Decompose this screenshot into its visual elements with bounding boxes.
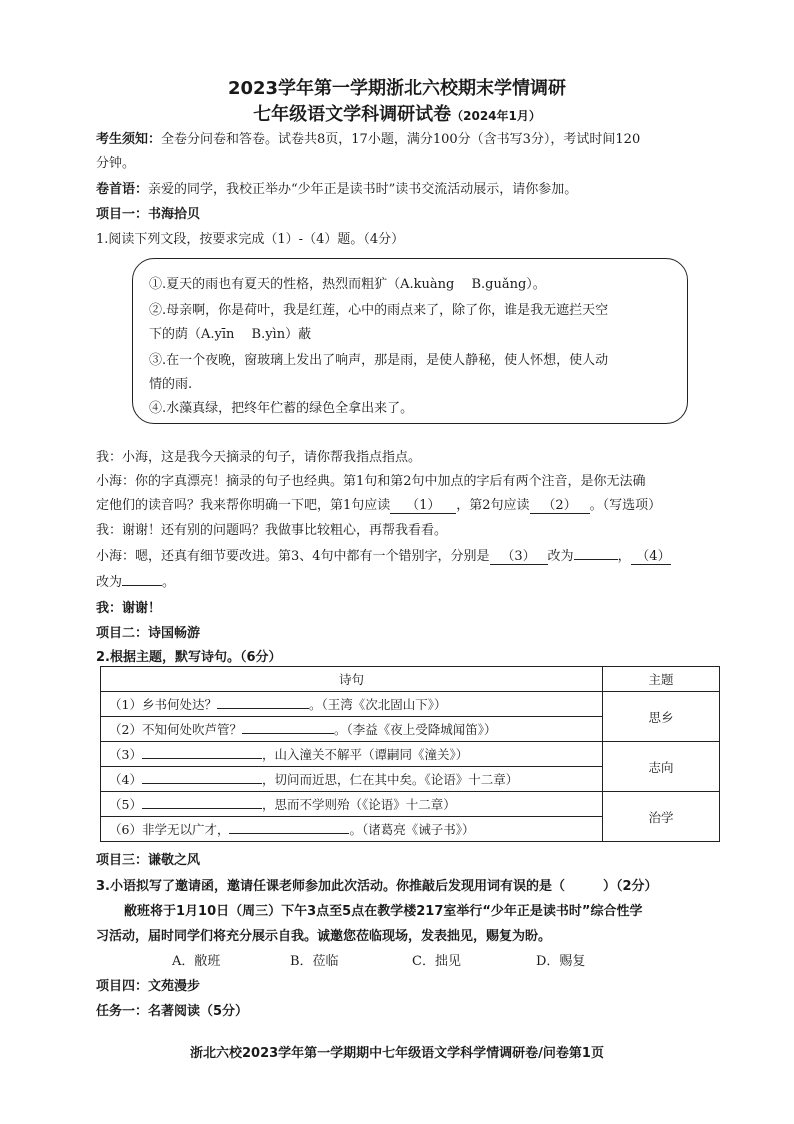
notice-text2: 分钟。 [96, 156, 136, 171]
answer-blank-3[interactable]: （3） [490, 545, 548, 565]
theme-cell: 志向 [603, 742, 720, 792]
table-row [101, 692, 720, 717]
dialog-line-5 [96, 545, 671, 565]
task1-heading: 任务一：名著阅读（5分） [96, 1004, 249, 1019]
poem-prefix: （4） [109, 772, 142, 787]
excerpt-line-6: ④.水藻真绿，把终年伫蓄的绿色全拿出来了。 [149, 401, 414, 416]
dialog-text: 改为 [547, 549, 574, 564]
table-header-poem: 诗句 [101, 667, 603, 692]
excerpt-box [132, 258, 688, 424]
poem-suffix: 。（李益《夜上受降城闻笛》） [333, 722, 497, 737]
poem-suffix: 。（王湾《次北固山下》） [308, 697, 447, 712]
answer-blank-3b[interactable] [574, 559, 618, 560]
excerpt-line-1: ①.夏天的雨也有夏天的性格，热烈而粗犷（A.kuàng B.guǎng）。 [149, 277, 546, 292]
dialog-line-7: 我：谢谢！ [96, 601, 162, 616]
invitation-line-1: 敝班将于1月10日（周三）下午3点至5点在教学楼217室举行“少年正是读书时”综合性学 [124, 904, 643, 919]
dialog-text: ，第2句应读 [456, 498, 530, 513]
poem-blank-1[interactable] [217, 708, 309, 709]
section3-heading: 项目三：谦敬之风 [96, 853, 201, 868]
poem-cell [101, 742, 603, 767]
answer-blank-4b[interactable] [122, 585, 162, 586]
dialog-line-3 [96, 494, 661, 514]
poem-prefix: （2）不知何处吹芦管？ [109, 722, 242, 737]
poem-cell [101, 767, 603, 792]
dialog-line-2: 小海：你的字真漂亮！摘录的句子也经典。第1句和第2句中加点的字后有两个注音，是你无法确 [96, 474, 646, 489]
poem-prefix: （1）乡书何处达？ [109, 697, 217, 712]
poem-table [100, 666, 720, 842]
exam-title-line2 [0, 100, 794, 126]
table-header-theme: 主题 [603, 667, 720, 692]
poem-suffix: ，切问而近思，仁在其中矣。《论语》十二章） [261, 772, 519, 787]
option-b[interactable]: B．莅临 [290, 954, 339, 969]
option-c[interactable]: C．拙见 [412, 954, 461, 969]
table-row [101, 792, 720, 817]
question3-options [172, 950, 585, 969]
section1-heading: 项目一：书海拾贝 [96, 207, 201, 222]
question2-stem: 2.根据主题，默写诗句。（6分） [96, 650, 282, 665]
section4-heading: 项目四：文苑漫步 [96, 979, 201, 994]
dialog-text: 定他们的读音吗？我来帮你明确一下吧，第1句应读 [96, 498, 391, 513]
answer-blank-4[interactable]: （4） [631, 545, 671, 565]
poem-cell [101, 717, 603, 742]
invitation-line-2: 习活动，届时同学们将充分展示自我。诚邀您莅临现场，发表拙见，赐复为盼。 [96, 929, 552, 944]
poem-cell [101, 792, 603, 817]
exam-date: （2024年1月） [451, 109, 541, 123]
poem-blank-3[interactable] [142, 758, 262, 759]
poem-blank-6[interactable] [229, 833, 349, 834]
notice-text1: 全卷分问卷和答卷。试卷共8页，17小题，满分100分（含书写3分），考试时间120 [161, 132, 641, 147]
poem-prefix: （5） [109, 797, 142, 812]
excerpt-line-2: ②.母亲啊，你是荷叶，我是红莲，心中的雨点来了，除了你，谁是我无遮拦天空 [149, 303, 609, 318]
poem-blank-2[interactable] [242, 733, 334, 734]
preface-line [96, 178, 577, 197]
dialog-text: 小海：嗯，还真有细节要改进。第3、4句中都有一个错别字，分别是 [96, 549, 490, 564]
preface-label: 卷首语： [96, 182, 149, 197]
question3-text: 3.小语拟写了邀请函，邀请任课老师参加此次活动。你推敲后发现用词有误的是（ [96, 879, 565, 894]
notice-label: 考生须知： [96, 132, 162, 147]
poem-suffix: ，山入潼关不解平（谭嗣同《潼关》） [261, 747, 469, 762]
dialog-line-1: 我：小海，这是我今天摘录的句子，请你帮我指点指点。 [96, 450, 422, 465]
dialog-line-4: 我：谢谢！还有别的问题吗？我做事比较粗心，再帮我看看。 [96, 523, 448, 538]
answer-blank-1[interactable]: （1） [390, 494, 456, 514]
section2-heading: 项目二：诗国畅游 [96, 626, 201, 641]
poem-prefix: （3） [109, 747, 142, 762]
answer-blank-2[interactable]: （2） [530, 494, 590, 514]
question1-stem: 1.阅读下列文段，按要求完成（1）-（4）题。（4分） [96, 232, 405, 247]
dialog-text: 改为 [96, 575, 123, 590]
excerpt-line-4: ③.在一个夜晚，窗玻璃上发出了响声，那是雨，是使人静秘，使人怀想，使人动 [149, 353, 609, 368]
exam-subject-title: 七年级语文学科调研试卷 [253, 104, 452, 125]
page-footer: 浙北六校2023学年第一学期期中七年级语文学科学情调研卷/问卷第1页 [190, 1046, 604, 1061]
option-d[interactable]: D．赐复 [536, 954, 586, 969]
theme-cell: 治学 [603, 792, 720, 842]
poem-prefix: （6）非学无以广才， [109, 822, 230, 837]
poem-blank-5[interactable] [142, 808, 262, 809]
table-header-row [101, 667, 720, 692]
exam-title-line1: 2023学年第一学期浙北六校期末学情调研 [227, 78, 567, 99]
option-a[interactable]: A．敝班 [172, 954, 221, 969]
notice-line1 [96, 128, 640, 147]
theme-cell: 思乡 [603, 692, 720, 742]
question3-score: ）（2分） [603, 879, 658, 894]
excerpt-line-3: 下的荫（A.yīn B.yìn）蔽 [149, 327, 312, 342]
table-row [101, 742, 720, 767]
dialog-line-6 [96, 571, 175, 590]
dialog-text: 。 [162, 575, 176, 590]
dialog-text: ， [617, 549, 631, 564]
excerpt-line-5: 情的雨. [149, 377, 193, 392]
dialog-text: 。（写选项） [589, 498, 662, 513]
poem-suffix: 。（诸葛亮《诫子书》） [349, 822, 475, 837]
preface-text: 亲爱的同学，我校正举办“少年正是读书时”读书交流活动展示，请你参加。 [148, 182, 578, 197]
poem-cell [101, 692, 603, 717]
poem-blank-4[interactable] [142, 783, 262, 784]
poem-cell [101, 817, 603, 842]
poem-suffix: ，思而不学则殆（《论语》十二章） [261, 797, 456, 812]
question3-stem [96, 875, 658, 894]
